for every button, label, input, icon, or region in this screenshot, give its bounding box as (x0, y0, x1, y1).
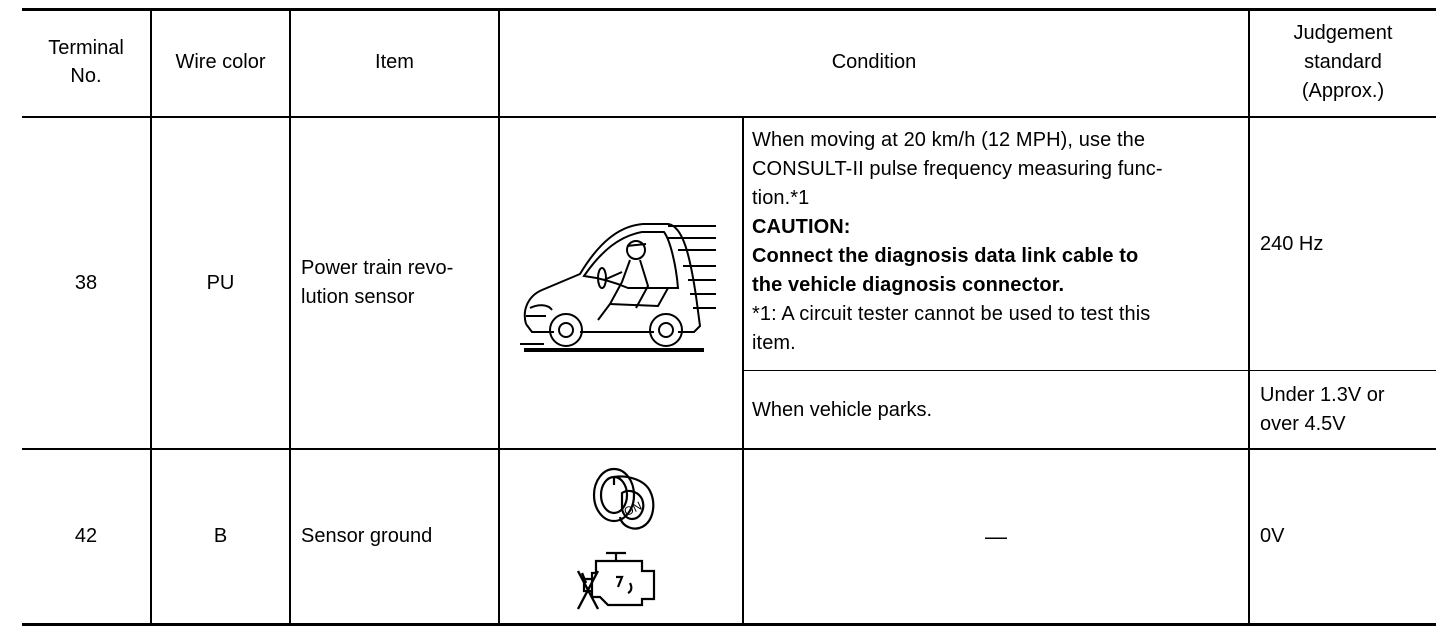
row-42-wire-color: B (213, 525, 228, 547)
header-item: Item (375, 50, 414, 73)
row-38-wire-color: PU (206, 271, 235, 294)
row-38-condition-parked: When vehicle parks. (752, 399, 933, 421)
table-bottom-border (22, 623, 1436, 626)
row-42-item: Sensor ground (301, 525, 433, 547)
terminal-table (22, 8, 1436, 626)
row-38-item: Power train revo- lution sensor (301, 257, 454, 308)
row-42-condition: — (985, 524, 1007, 549)
header-wire-color: Wire color (175, 50, 266, 73)
header-condition: Condition (831, 50, 917, 73)
header-judgement-standard: Judgement standard (Approx.) (1293, 21, 1393, 102)
moving-car-driver-icon (518, 216, 718, 356)
row-38-terminal: 38 (74, 271, 98, 294)
ignition-key-on-icon (588, 463, 664, 533)
key-on-label: ON (621, 498, 644, 519)
row-38-judgement-moving: 240 Hz (1260, 233, 1324, 255)
caution-title: CAUTION: (752, 216, 851, 238)
row-38-judgement-parked: Under 1.3V or over 4.5V (1260, 384, 1385, 435)
row-38-sub-divider (742, 370, 1436, 371)
row-38-condition-moving: When moving at 20 km/h (12 MPH), use the CONSULT-II pulse frequency measuring func- tion.*1 CAUTION: Connect the diagnosis data link cable to the vehicle diagnosis connector. *1: A circuit tester cannot be used to test this item. (752, 126, 1252, 358)
engine-stopped-icon (572, 543, 668, 613)
row-42-terminal: 42 (74, 525, 98, 547)
header-terminal-no: Terminal No. (48, 37, 124, 87)
row-42-judgement: 0V (1260, 525, 1285, 547)
